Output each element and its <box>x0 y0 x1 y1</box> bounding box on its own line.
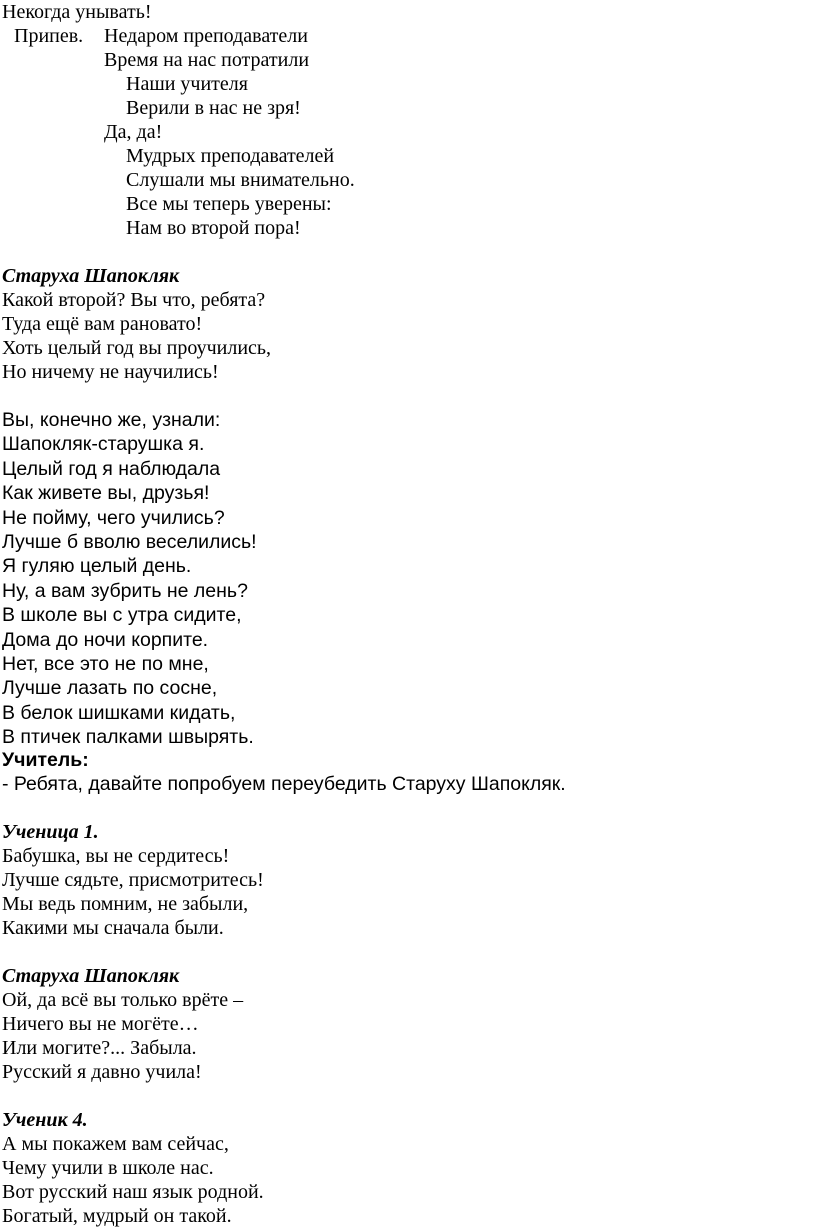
verse-line: Нет, все это не по мне, <box>2 653 209 676</box>
verse-line: Богатый, мудрый он такой. <box>2 1205 232 1227</box>
chorus-line: Недаром преподаватели <box>104 25 308 47</box>
verse-line: Как живете вы, друзья! <box>2 482 210 505</box>
opening-line: Некогда унывать! <box>2 1 152 23</box>
speaker-heading: Старуха Шапокляк <box>2 265 180 287</box>
verse-line: Ой, да всё вы только врёте – <box>2 989 244 1011</box>
verse-line: Ничего вы не могёте… <box>2 1013 199 1035</box>
verse-block <box>2 844 264 940</box>
chorus-line: Да, да! <box>104 121 163 143</box>
speaker-heading: Учитель: <box>2 749 89 771</box>
chorus-line: Все мы теперь уверены: <box>126 193 332 215</box>
verse-line: Целый год я наблюдала <box>2 457 221 480</box>
verse-line: Лучше сядьте, присмотритесь! <box>2 869 264 891</box>
verse-line: Дома до ночи корпите. <box>2 628 209 651</box>
verse-line: Вот русский наш язык родной. <box>2 1181 264 1203</box>
verse-line: А мы покажем вам сейчас, <box>2 1133 229 1155</box>
verse-block <box>2 408 257 750</box>
verse-line: Но ничему не научились! <box>2 361 219 383</box>
chorus-line: Наши учителя <box>126 73 248 95</box>
verse-line: Какой второй? Вы что, ребята? <box>2 289 266 311</box>
chorus-line: Слушали мы внимательно. <box>126 169 355 191</box>
verse-line: Хоть целый год вы проучились, <box>2 337 272 359</box>
speaker-heading: Ученица 1. <box>2 821 99 843</box>
verse-line: Туда ещё вам рановато! <box>2 313 203 335</box>
verse-line: Какими мы сначала были. <box>2 917 224 939</box>
verse-line: Или могите?... Забыла. <box>2 1037 197 1059</box>
verse-line: Мы ведь помним, не забыли, <box>2 893 249 915</box>
chorus-label: Припев. <box>14 25 84 47</box>
chorus-line: Нам во второй пора! <box>126 217 301 239</box>
verse-block <box>2 288 271 384</box>
verse-line: В школе вы с утра сидите, <box>2 604 242 627</box>
speaker-heading: Старуха Шапокляк <box>2 965 180 987</box>
chorus-line: Верили в нас не зря! <box>126 97 301 119</box>
chorus-line: Время на нас потратили <box>104 49 310 71</box>
verse-line: Чему учили в школе нас. <box>2 1157 214 1179</box>
verse-line: В белок шишками кидать, <box>2 701 236 724</box>
verse-line: Я гуляю целый день. <box>2 555 192 578</box>
verse-line: Не пойму, чего учились? <box>2 506 225 529</box>
verse-line: Лучше лазать по сосне, <box>2 677 218 700</box>
verse-line: Шапокляк-старушка я. <box>2 433 205 456</box>
verse-line: Ну, а вам зубрить не лень? <box>2 579 248 602</box>
verse-line: Вы, конечно же, узнали: <box>2 409 221 431</box>
verse-line: Лучше б вволю веселились! <box>2 531 257 554</box>
speaker-heading: Ученик 4. <box>2 1109 88 1131</box>
chorus-line: Мудрых преподавателей <box>126 145 335 167</box>
verse-block <box>2 988 243 1084</box>
verse-block <box>2 1132 264 1228</box>
verse-line: Бабушка, вы не сердитесь! <box>2 845 230 867</box>
teacher-line: - Ребята, давайте попробуем переубедить Старуху Шапокляк. <box>2 773 566 795</box>
verse-line: Русский я давно учила! <box>2 1061 202 1083</box>
verse-line: В птичек палками швырять. <box>2 726 254 749</box>
